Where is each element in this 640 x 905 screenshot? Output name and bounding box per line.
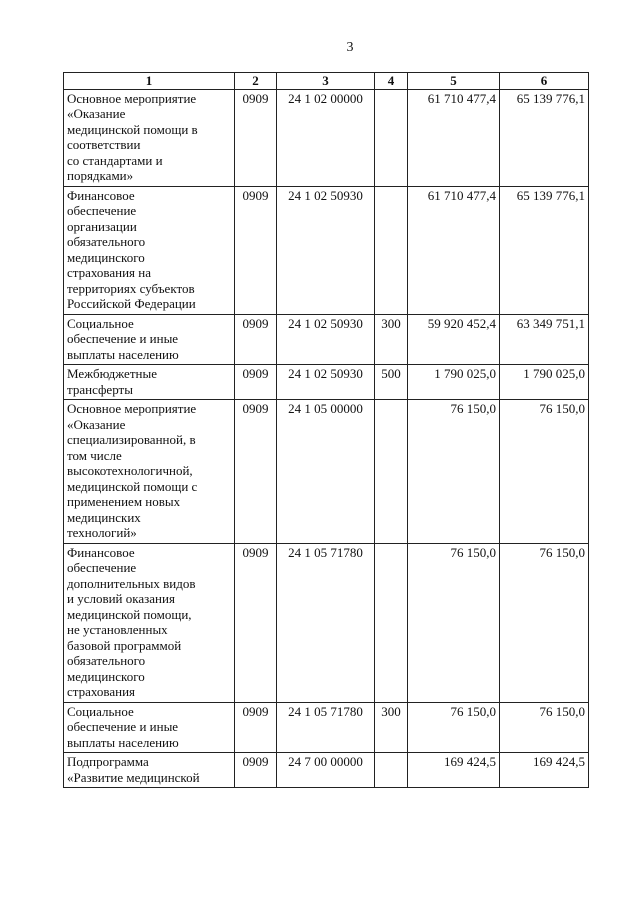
row-type: 300 <box>375 702 408 753</box>
row-amount-2: 65 139 776,1 <box>500 186 589 314</box>
row-code: 24 1 05 71780 <box>277 543 375 702</box>
table-header <box>64 73 589 90</box>
row-amount-1: 76 150,0 <box>408 543 500 702</box>
page-number: 3 <box>346 40 354 55</box>
row-type <box>375 543 408 702</box>
row-code: 24 1 05 71780 <box>277 702 375 753</box>
row-name: Подпрограмма «Развитие медицинской <box>64 753 235 788</box>
table-body <box>64 89 589 788</box>
row-amount-2: 76 150,0 <box>500 543 589 702</box>
row-amount-1: 76 150,0 <box>408 400 500 544</box>
row-amount-2: 65 139 776,1 <box>500 89 589 186</box>
row-section: 0909 <box>235 186 277 314</box>
table-row <box>64 365 589 400</box>
row-section: 0909 <box>235 400 277 544</box>
row-section: 0909 <box>235 365 277 400</box>
row-type: 300 <box>375 314 408 365</box>
header-col-6: 6 <box>500 73 589 90</box>
table-row <box>64 702 589 753</box>
row-section: 0909 <box>235 314 277 365</box>
row-code: 24 7 00 00000 <box>277 753 375 788</box>
row-amount-1: 1 790 025,0 <box>408 365 500 400</box>
table-row <box>64 543 589 702</box>
row-amount-2: 63 349 751,1 <box>500 314 589 365</box>
table-row <box>64 400 589 544</box>
table-row <box>64 186 589 314</box>
budget-table <box>63 72 589 788</box>
row-amount-1: 59 920 452,4 <box>408 314 500 365</box>
row-amount-1: 61 710 477,4 <box>408 186 500 314</box>
row-name: Финансовое обеспечение дополнительных видов и условий оказания медицинской помощи, не установленных базовой программой обязательного медицинского страхования <box>64 543 235 702</box>
row-amount-1: 61 710 477,4 <box>408 89 500 186</box>
row-type <box>375 753 408 788</box>
row-type <box>375 186 408 314</box>
row-name: Межбюджетные трансферты <box>64 365 235 400</box>
row-amount-1: 169 424,5 <box>408 753 500 788</box>
header-col-3: 3 <box>277 73 375 90</box>
header-row <box>64 73 589 90</box>
row-type <box>375 89 408 186</box>
row-code: 24 1 05 00000 <box>277 400 375 544</box>
row-section: 0909 <box>235 702 277 753</box>
header-col-1: 1 <box>64 73 235 90</box>
row-amount-2: 1 790 025,0 <box>500 365 589 400</box>
row-section: 0909 <box>235 543 277 702</box>
row-code: 24 1 02 00000 <box>277 89 375 186</box>
row-amount-1: 76 150,0 <box>408 702 500 753</box>
header-col-2: 2 <box>235 73 277 90</box>
row-type: 500 <box>375 365 408 400</box>
row-name: Основное мероприятие «Оказание специализированной, в том числе высокотехнологичной, медицинской помощи с применением новых медицинских технологий» <box>64 400 235 544</box>
row-code: 24 1 02 50930 <box>277 186 375 314</box>
row-name: Социальное обеспечение и иные выплаты населению <box>64 314 235 365</box>
row-amount-2: 169 424,5 <box>500 753 589 788</box>
row-section: 0909 <box>235 753 277 788</box>
row-code: 24 1 02 50930 <box>277 314 375 365</box>
table-row <box>64 753 589 788</box>
header-col-5: 5 <box>408 73 500 90</box>
row-section: 0909 <box>235 89 277 186</box>
table-row <box>64 89 589 186</box>
table-row <box>64 314 589 365</box>
row-code: 24 1 02 50930 <box>277 365 375 400</box>
row-name: Финансовое обеспечение организации обязательного медицинского страхования на территориях субъектов Российской Федерации <box>64 186 235 314</box>
row-name: Социальное обеспечение и иные выплаты населению <box>64 702 235 753</box>
header-col-4: 4 <box>375 73 408 90</box>
row-amount-2: 76 150,0 <box>500 702 589 753</box>
row-amount-2: 76 150,0 <box>500 400 589 544</box>
row-name: Основное мероприятие «Оказание медицинской помощи в соответствии со стандартами и порядками» <box>64 89 235 186</box>
row-type <box>375 400 408 544</box>
